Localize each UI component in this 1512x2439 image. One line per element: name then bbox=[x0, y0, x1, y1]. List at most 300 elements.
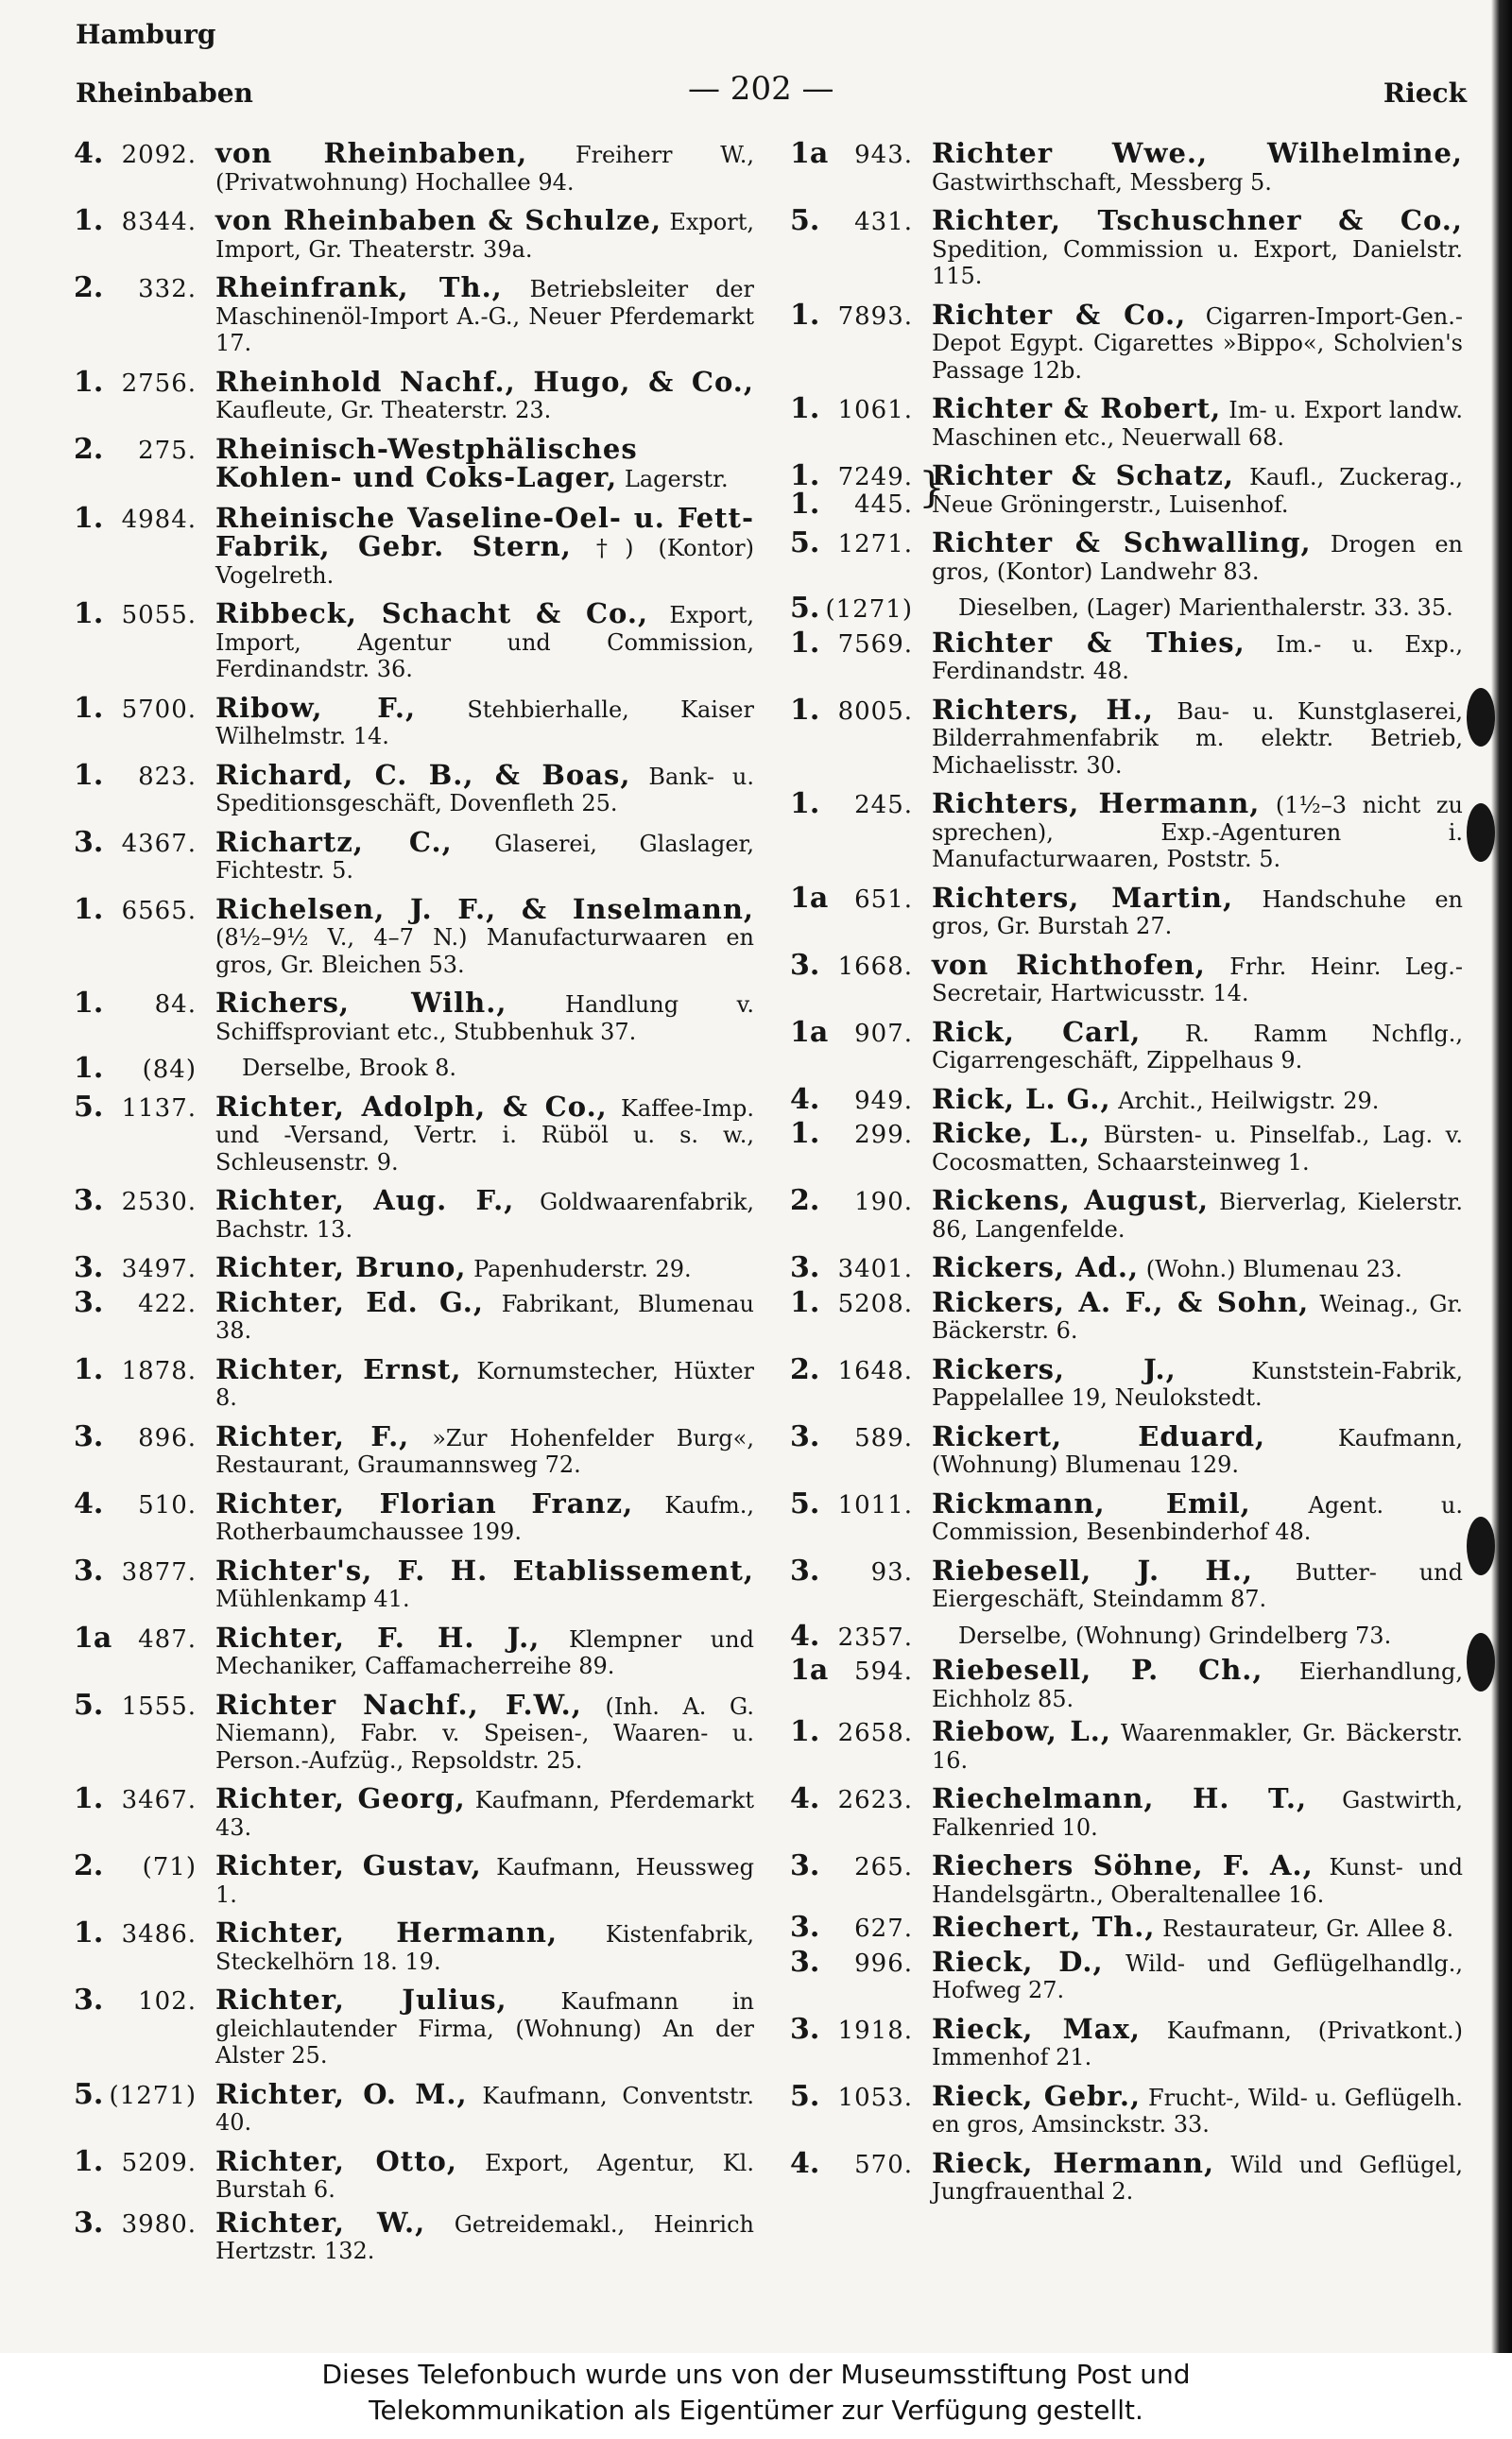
directory-entry bbox=[74, 1916, 754, 1975]
phone-number: 4367. bbox=[121, 829, 197, 858]
phone-number: (1271) bbox=[825, 595, 913, 624]
subscriber-details: Goldwaarenfabrik, Bachstr. 13. bbox=[215, 1189, 754, 1243]
entry-text bbox=[932, 1623, 1391, 1649]
subscriber-name: Richter, F., bbox=[215, 1419, 410, 1452]
entry-text bbox=[932, 594, 1453, 621]
entry-text bbox=[932, 392, 1463, 451]
subscriber-details: Wild- und Geflügelhandlg., Hofweg 27. bbox=[932, 1949, 1463, 2003]
entry-text bbox=[215, 1984, 754, 2069]
phone-number: 5700. bbox=[121, 695, 197, 724]
phone-number: 1918. bbox=[837, 2016, 913, 2045]
exchange-code: 3. bbox=[74, 1184, 104, 1217]
directory-entry bbox=[74, 271, 754, 357]
footer-line: Telekommunikation als Eigentümer zur Verfügung gestellt. bbox=[369, 2395, 1143, 2426]
exchange-code: 1. bbox=[790, 392, 820, 425]
entry-text bbox=[932, 1419, 1463, 1479]
punch-hole bbox=[1467, 1633, 1495, 1692]
exchange-code: 1. bbox=[790, 626, 820, 660]
subscriber-name: Richter, Aug. F., bbox=[215, 1184, 515, 1216]
directory-entry bbox=[790, 1285, 1463, 1345]
subscriber-details: (Wohn.) Blumenau 23. bbox=[1145, 1256, 1402, 1282]
subscriber-details: Im.- u. Exp., Ferdinandstr. 48. bbox=[932, 630, 1464, 684]
subscriber-name: Rickers, Ad., bbox=[932, 1251, 1140, 1283]
subscriber-name: Rheinfrank, Th., bbox=[215, 271, 503, 303]
subscriber-name: Riechers Söhne, F. A., bbox=[932, 1849, 1314, 1881]
subscriber-name: Rieck, Max, bbox=[932, 2012, 1141, 2045]
phone-number: 3877. bbox=[121, 1557, 197, 1587]
entry-text bbox=[215, 2077, 754, 2137]
phone-number: 510. bbox=[138, 1490, 197, 1520]
subscriber-name: Richter & Schatz, bbox=[932, 459, 1234, 491]
directory-entry bbox=[790, 1782, 1463, 1841]
subscriber-name: Richelsen, J. F., & Inselmann, bbox=[215, 892, 754, 925]
entry-text bbox=[215, 1554, 754, 1613]
subscriber-name: Richter, Bruno, bbox=[215, 1251, 467, 1283]
subscriber-details: Kaufleute, Gr. Theaterstr. 23. bbox=[215, 397, 552, 423]
directory-entry bbox=[790, 693, 1463, 780]
exchange-code: 1. bbox=[74, 365, 104, 399]
subscriber-name: Rieck, Gebr., bbox=[932, 2079, 1142, 2112]
phone-number: 265. bbox=[854, 1853, 913, 1881]
entry-text bbox=[215, 1251, 692, 1283]
exchange-code: 3. bbox=[74, 825, 104, 859]
subscriber-details: Export, Agentur, Kl. Burstah 6. bbox=[215, 2149, 754, 2203]
entry-text bbox=[215, 1849, 754, 1908]
exchange-code: 1. bbox=[790, 298, 820, 332]
subscriber-details: Getreidemakl., Heinrich Hertzstr. 132. bbox=[215, 2210, 754, 2264]
directory-entry bbox=[790, 1082, 1463, 1116]
subscriber-details: Bau- u. Kunstglaserei, Bilderrahmenfabrik m. elektr. Betrieb, Michaelisstr. 30. bbox=[932, 697, 1463, 779]
phone-number: 422. bbox=[138, 1289, 197, 1318]
directory-entry bbox=[74, 825, 754, 885]
exchange-code: 2. bbox=[790, 1184, 820, 1217]
exchange-code: 1. bbox=[790, 1715, 820, 1748]
directory-entry bbox=[74, 691, 754, 750]
exchange-code: 1. bbox=[74, 1916, 104, 1949]
subscriber-name: Richters, H., bbox=[932, 693, 1154, 726]
directory-entry bbox=[74, 137, 754, 196]
subscriber-name: Richter & Thies, bbox=[932, 626, 1246, 659]
phone-number: 7569. bbox=[837, 629, 913, 659]
directory-entry bbox=[790, 1117, 1463, 1176]
phone-number: 2357. bbox=[837, 1623, 913, 1652]
subscriber-details: Klempner und Mechaniker, Caffamacherreihe 89. bbox=[215, 1625, 754, 1679]
exchange-code: 1. bbox=[74, 501, 104, 535]
city-heading: Hamburg bbox=[76, 19, 216, 50]
exchange-code: 3. bbox=[74, 1554, 104, 1588]
phone-number: 5208. bbox=[837, 1289, 913, 1318]
entry-text bbox=[932, 2079, 1463, 2138]
directory-entry bbox=[74, 1419, 754, 1479]
subscriber-name: von Richthofen, bbox=[932, 948, 1206, 981]
exchange-code: 1. bbox=[790, 1117, 820, 1150]
directory-entry bbox=[74, 1849, 754, 1908]
directory-entry bbox=[74, 989, 754, 1045]
subscriber-details: Kistenfabrik, Steckelhörn 18. 19. bbox=[215, 1921, 754, 1975]
entry-text bbox=[932, 1352, 1463, 1412]
phone-number: 6565. bbox=[121, 896, 197, 925]
directory-entry bbox=[790, 881, 1463, 940]
exchange-code: 3. bbox=[790, 1554, 820, 1588]
exchange-code: 5. bbox=[790, 1486, 820, 1520]
exchange-code-secondary: 1. bbox=[790, 488, 820, 521]
subscriber-name: Rheinhold Nachf., Hugo, & Co., bbox=[215, 365, 754, 398]
exchange-code: 1a bbox=[790, 881, 829, 915]
entry-text bbox=[932, 526, 1463, 585]
exchange-code: 1. bbox=[74, 204, 104, 237]
subscriber-name: Richter & Schwalling, bbox=[932, 526, 1312, 558]
exchange-code: 3. bbox=[74, 1285, 104, 1319]
subscriber-name: Richter's, F. H. Etablissement, bbox=[215, 1554, 754, 1587]
phone-number: 1648. bbox=[837, 1356, 913, 1385]
entry-text bbox=[215, 1782, 754, 1841]
subscriber-details: Derselbe, Brook 8. bbox=[242, 1055, 457, 1081]
subscriber-details: Agent. u. Commission, Besenbinderhof 48. bbox=[932, 1491, 1464, 1545]
entry-text bbox=[932, 1945, 1463, 2004]
subscriber-details: Stehbierhalle, Kaiser Wilhelmstr. 14. bbox=[215, 696, 754, 749]
directory-entry bbox=[74, 2077, 754, 2137]
phone-number: (1271) bbox=[109, 2081, 197, 2110]
subscriber-name: Richter, Gustav, bbox=[215, 1849, 482, 1881]
subscriber-details: Wild und Geflügel, Jungfrauenthal 2. bbox=[932, 2151, 1463, 2205]
subscriber-details: Kaufmann, Conventstr. 40. bbox=[215, 2082, 754, 2136]
phone-number: 3980. bbox=[121, 2209, 197, 2239]
phone-number: 2092. bbox=[121, 141, 197, 169]
entry-text bbox=[932, 1082, 1380, 1115]
directory-entry bbox=[74, 758, 754, 817]
directory-entry bbox=[74, 1352, 754, 1412]
phone-number: 1878. bbox=[121, 1356, 197, 1385]
directory-entry bbox=[74, 1251, 754, 1284]
phone-number: 823. bbox=[138, 762, 197, 791]
phone-number: 7249. bbox=[837, 463, 913, 491]
subscriber-details: Kunst- und Handelsgärtn., Oberaltenallee 16. bbox=[932, 1854, 1463, 1908]
subscriber-name: von Rheinbaben, bbox=[215, 137, 528, 169]
subscriber-details: Frhr. Heinr. Leg.-Secretair, Hartwicusstr. 14. bbox=[932, 953, 1463, 1006]
exchange-code: 5. bbox=[74, 1090, 104, 1124]
entry-text bbox=[215, 1419, 754, 1479]
phone-number: 1271. bbox=[837, 530, 913, 558]
entry-text bbox=[932, 298, 1463, 384]
directory-entry bbox=[790, 392, 1463, 451]
directory-entry bbox=[790, 787, 1463, 873]
phone-number: 2756. bbox=[121, 369, 197, 398]
exchange-code: 1. bbox=[790, 1285, 820, 1319]
directory-entry bbox=[790, 2012, 1463, 2071]
left-guide-word: Rheinbaben bbox=[76, 77, 253, 109]
phone-number: 245. bbox=[854, 791, 913, 819]
subscriber-name: Richters, Hermann, bbox=[932, 787, 1261, 819]
exchange-code: 4. bbox=[790, 1082, 820, 1116]
directory-entry bbox=[790, 1184, 1463, 1243]
exchange-code: 1. bbox=[74, 892, 104, 926]
subscriber-details: Waarenmakler, Gr. Bäckerstr. 16. bbox=[932, 1720, 1463, 1774]
subscriber-name: Richers, Wilh., bbox=[215, 987, 507, 1019]
subscriber-name: Richter, Hermann, bbox=[215, 1916, 558, 1949]
phone-number: 589. bbox=[854, 1423, 913, 1452]
directory-entry bbox=[790, 1945, 1463, 2004]
entry-text bbox=[932, 948, 1463, 1007]
subscriber-details: Dieselben, (Lager) Marienthalerstr. 33. 35. bbox=[958, 594, 1453, 621]
directory-entry bbox=[74, 2144, 754, 2204]
subscriber-details: (Inh. A. G. Niemann), Fabr. v. Speisen-, Waaren- u. Person.-Aufzüg., Repsoldstr. 25. bbox=[215, 1692, 754, 1774]
subscriber-details: Drogen en gros, (Kontor) Landwehr 83. bbox=[932, 531, 1463, 585]
subscriber-details: Betriebsleiter der Maschinenöl-Import A.-G., Neuer Pferdemarkt 17. bbox=[215, 276, 754, 356]
exchange-code: 5. bbox=[74, 1688, 104, 1722]
exchange-code: 3. bbox=[74, 2206, 104, 2240]
subscriber-name: Richter, Georg, bbox=[215, 1782, 466, 1814]
exchange-code: 1a bbox=[74, 1621, 112, 1655]
exchange-code: 3. bbox=[790, 948, 820, 982]
subscriber-name: Richters, Martin, bbox=[932, 881, 1234, 914]
entry-text bbox=[215, 501, 754, 589]
entry-text bbox=[932, 787, 1463, 872]
subscriber-details: Bank- u. Speditionsgeschäft, Dovenfleth 25. bbox=[215, 763, 754, 816]
subscriber-name: Riebesell, J. H., bbox=[932, 1554, 1253, 1587]
subscriber-name: Richter, Ernst, bbox=[215, 1352, 462, 1385]
subscriber-details: Archit., Heilwigstr. 29. bbox=[1118, 1087, 1380, 1114]
subscriber-name: Rick, Carl, bbox=[932, 1015, 1142, 1048]
directory-entry bbox=[790, 948, 1463, 1007]
subscriber-name: Rieck, Hermann, bbox=[932, 2146, 1215, 2179]
directory-entry bbox=[790, 592, 1463, 625]
subscriber-details: Frucht-, Wild- u. Geflügelh. en gros, Amsinckstr. 33. bbox=[932, 2084, 1463, 2138]
exchange-code: 1a bbox=[790, 1654, 829, 1687]
exchange-code: 1. bbox=[74, 987, 104, 1020]
entry-text bbox=[215, 137, 754, 196]
exchange-code: 2. bbox=[74, 1849, 104, 1882]
subscriber-name: Rieck, D., bbox=[932, 1945, 1104, 1978]
phone-number: 4984. bbox=[121, 505, 197, 534]
phone-number: 5209. bbox=[121, 2148, 197, 2177]
subscriber-name: Riebow, L., bbox=[932, 1715, 1111, 1747]
entry-text bbox=[932, 1782, 1463, 1841]
subscriber-name: Ribbeck, Schacht & Co., bbox=[215, 597, 649, 629]
phone-number: 8344. bbox=[121, 208, 197, 236]
entry-text bbox=[215, 365, 754, 424]
entry-text bbox=[215, 1184, 754, 1243]
subscriber-name: Richter, F. H. J., bbox=[215, 1621, 541, 1654]
directory-entry bbox=[790, 626, 1464, 685]
subscriber-details: Papenhuderstr. 29. bbox=[473, 1256, 692, 1282]
entry-text bbox=[932, 1911, 1454, 1943]
directory-entry bbox=[74, 1285, 754, 1345]
entry-text bbox=[215, 1621, 754, 1680]
phone-number: 487. bbox=[138, 1624, 197, 1654]
subscriber-name: Ricke, L., bbox=[932, 1117, 1091, 1149]
entry-text bbox=[215, 271, 754, 356]
entry-text bbox=[215, 2206, 754, 2265]
exchange-code: 5. bbox=[74, 2077, 104, 2111]
directory-entry bbox=[74, 1782, 754, 1841]
phone-number: 275. bbox=[138, 436, 197, 465]
phone-number: 896. bbox=[138, 1423, 197, 1452]
subscriber-name: von Rheinbaben & Schulze, bbox=[215, 204, 662, 236]
entry-text bbox=[932, 626, 1464, 685]
exchange-code: 2. bbox=[74, 432, 104, 466]
subscriber-details: Glaserei, Glaslager, Fichtestr. 5. bbox=[215, 830, 754, 884]
right-column bbox=[790, 137, 1464, 2206]
subscriber-details: Handschuhe en gros, Gr. Burstah 27. bbox=[932, 885, 1463, 939]
subscriber-name: Richter, W., bbox=[215, 2206, 426, 2239]
entry-text bbox=[215, 1486, 754, 1546]
subscriber-details: (8½–9½ V., 4–7 N.) Manufacturwaaren en gros, Gr. Bleichen 53. bbox=[215, 924, 754, 978]
phone-number: 627. bbox=[854, 1915, 913, 1943]
subscriber-name: Rickens, August, bbox=[932, 1184, 1210, 1216]
right-guide-word: Rieck bbox=[1383, 77, 1467, 109]
subscriber-details: Export, Import, Gr. Theaterstr. 39a. bbox=[215, 209, 754, 263]
entry-text bbox=[215, 432, 729, 493]
phone-number: 431. bbox=[854, 208, 913, 236]
subscriber-details: Bürsten- u. Pinselfab., Lag. v. Cocosmatten, Schaarsteinweg 1. bbox=[932, 1122, 1463, 1176]
phone-number-secondary: 445. bbox=[854, 490, 913, 519]
phone-number: 8005. bbox=[837, 696, 913, 726]
exchange-code: 1a bbox=[790, 1015, 829, 1049]
entry-text bbox=[215, 1352, 754, 1412]
exchange-code: 1. bbox=[74, 1352, 104, 1386]
subscriber-details: Im- u. Export landw. Maschinen etc., Neuerwall 68. bbox=[932, 397, 1463, 451]
directory-entry bbox=[790, 2079, 1463, 2138]
subscriber-details: Kaufmann, (Wohnung) Blumenau 129. bbox=[932, 1424, 1463, 1478]
entry-text bbox=[932, 1486, 1464, 1546]
footer-line: Dieses Telefonbuch wurde uns von der Museumsstiftung Post und bbox=[321, 2359, 1191, 2390]
exchange-code: 1. bbox=[74, 691, 104, 725]
entry-text bbox=[932, 1554, 1463, 1613]
subscriber-name: Richter, Adolph, & Co., bbox=[215, 1090, 608, 1123]
directory-entry bbox=[790, 204, 1463, 290]
entry-text bbox=[932, 1849, 1463, 1908]
entry-text bbox=[215, 691, 754, 750]
exchange-code: 4. bbox=[790, 1619, 820, 1653]
subscriber-details: †) (Kontor) Vogelreth. bbox=[215, 535, 754, 589]
page-number: — 202 — bbox=[688, 70, 834, 108]
subscriber-name: Riebesell, P. Ch., bbox=[932, 1654, 1263, 1686]
directory-entry bbox=[790, 1554, 1463, 1613]
subscriber-details: Handlung v. Schiffsproviant etc., Stubbenhuk 37. bbox=[215, 991, 754, 1045]
subscriber-details: (1½–3 nicht zu sprechen), Exp.-Agenturen i. Manufacturwaaren, Poststr. 5. bbox=[932, 792, 1463, 872]
punch-hole bbox=[1467, 688, 1495, 747]
directory-entry bbox=[74, 1090, 754, 1177]
subscriber-details: Gastwirth, Falkenried 10. bbox=[932, 1787, 1463, 1841]
entry-text bbox=[215, 1285, 754, 1345]
subscriber-name: Rickert, Eduard, bbox=[932, 1419, 1266, 1452]
phone-number: 1011. bbox=[837, 1490, 913, 1520]
entry-text bbox=[932, 1654, 1463, 1712]
exchange-code: 1. bbox=[790, 459, 820, 492]
phone-number: (84) bbox=[142, 1056, 197, 1084]
entry-text bbox=[215, 597, 754, 682]
phone-number: 332. bbox=[138, 275, 197, 303]
subscriber-details: »Zur Hohenfelder Burg«, Restaurant, Graumannsweg 72. bbox=[215, 1424, 754, 1478]
directory-entry bbox=[790, 1015, 1463, 1074]
exchange-code: 3. bbox=[790, 1849, 820, 1882]
entry-text bbox=[932, 1251, 1402, 1283]
entry-text bbox=[932, 1117, 1463, 1176]
directory-entry bbox=[790, 2146, 1463, 2206]
footer-notice bbox=[0, 2353, 1512, 2439]
subscriber-details: Kaufmann in gleichlautender Firma, (Wohnung) An der Alster 25. bbox=[215, 1988, 754, 2069]
directory-entry bbox=[790, 1251, 1463, 1284]
exchange-code: 3. bbox=[790, 1251, 820, 1284]
directory-entry bbox=[790, 526, 1463, 585]
binding-edge bbox=[1491, 0, 1512, 2353]
exchange-code: 2. bbox=[74, 271, 104, 304]
entry-text bbox=[215, 758, 754, 817]
phone-number: 84. bbox=[154, 990, 197, 1019]
entry-text bbox=[215, 1688, 754, 1774]
directory-entry bbox=[790, 1352, 1463, 1412]
phone-number: 190. bbox=[854, 1188, 913, 1216]
subscriber-details: Butter- und Eiergeschäft, Steindamm 87. bbox=[932, 1558, 1463, 1612]
phone-number: 3467. bbox=[121, 1786, 197, 1814]
subscriber-name: Riechelmann, H. T., bbox=[932, 1782, 1308, 1814]
subscriber-name: Richter & Robert, bbox=[932, 392, 1222, 424]
exchange-code: 1. bbox=[74, 758, 104, 792]
punch-hole bbox=[1467, 1517, 1495, 1575]
subscriber-details: Export, Import, Agentur und Commission, Ferdinandstr. 36. bbox=[215, 602, 754, 682]
subscriber-details: Kaufmann, (Privatkont.) Immenhof 21. bbox=[932, 2017, 1463, 2070]
exchange-code: 1. bbox=[74, 2144, 104, 2178]
exchange-code: 3. bbox=[790, 2012, 820, 2046]
entry-text bbox=[932, 459, 1463, 518]
phone-number: 943. bbox=[854, 141, 913, 169]
punch-hole bbox=[1467, 803, 1495, 862]
exchange-code: 1. bbox=[790, 693, 820, 727]
directory-entry bbox=[74, 365, 754, 424]
subscriber-name: Rickers, J., bbox=[932, 1352, 1177, 1385]
phone-number: 2623. bbox=[837, 1786, 913, 1814]
entry-text bbox=[932, 881, 1463, 940]
directory-entry bbox=[790, 137, 1463, 196]
phone-number: 93. bbox=[870, 1557, 913, 1587]
entry-text bbox=[215, 1916, 754, 1975]
subscriber-details: Restaurateur, Gr. Allee 8. bbox=[1162, 1915, 1454, 1942]
subscriber-name: Richter Nachf., F.W., bbox=[215, 1688, 582, 1721]
directory-entry bbox=[74, 1986, 754, 2070]
entry-text bbox=[932, 1285, 1463, 1345]
entry-text bbox=[215, 2144, 754, 2204]
directory-entry bbox=[790, 1486, 1464, 1546]
subscriber-name: Richter Wwe., Wilhelmine, bbox=[932, 137, 1463, 169]
directory-entry bbox=[74, 597, 754, 683]
subscriber-name: Richter, O. M., bbox=[215, 2077, 468, 2110]
subscriber-name: Rick, L. G., bbox=[932, 1082, 1111, 1115]
entry-text bbox=[932, 2146, 1463, 2206]
phone-number: (71) bbox=[142, 1853, 197, 1881]
directory-entry bbox=[790, 1849, 1463, 1908]
exchange-code: 1. bbox=[74, 1052, 104, 1085]
subscriber-details: Fabrikant, Blumenau 38. bbox=[215, 1290, 754, 1344]
exchange-code: 1. bbox=[74, 597, 104, 630]
subscriber-details: Kaufmann, Pferdemarkt 43. bbox=[215, 1787, 754, 1841]
directory-entry bbox=[74, 1688, 754, 1775]
phone-number: 651. bbox=[854, 885, 913, 914]
subscriber-details: Kornumstecher, Hüxter 8. bbox=[215, 1357, 754, 1411]
exchange-code: 1. bbox=[74, 1782, 104, 1815]
directory-entry bbox=[74, 1184, 754, 1243]
subscriber-name: Richter, Ed. G., bbox=[215, 1285, 484, 1318]
directory-entry bbox=[74, 204, 754, 263]
exchange-code: 4. bbox=[74, 1486, 104, 1520]
directory-entry bbox=[74, 1486, 754, 1546]
exchange-code: 2. bbox=[790, 1352, 820, 1386]
subscriber-details: Kaufmann, Heussweg 1. bbox=[215, 1854, 754, 1908]
subscriber-name: Rheinische Vaseline-Oel- u. Fett-Fabrik, Gebr. Stern, bbox=[215, 501, 754, 562]
directory-entry bbox=[74, 892, 754, 979]
entry-text bbox=[932, 1184, 1463, 1243]
entry-text bbox=[932, 137, 1463, 196]
subscriber-name: Richter, Tschuschner & Co., bbox=[932, 204, 1463, 236]
